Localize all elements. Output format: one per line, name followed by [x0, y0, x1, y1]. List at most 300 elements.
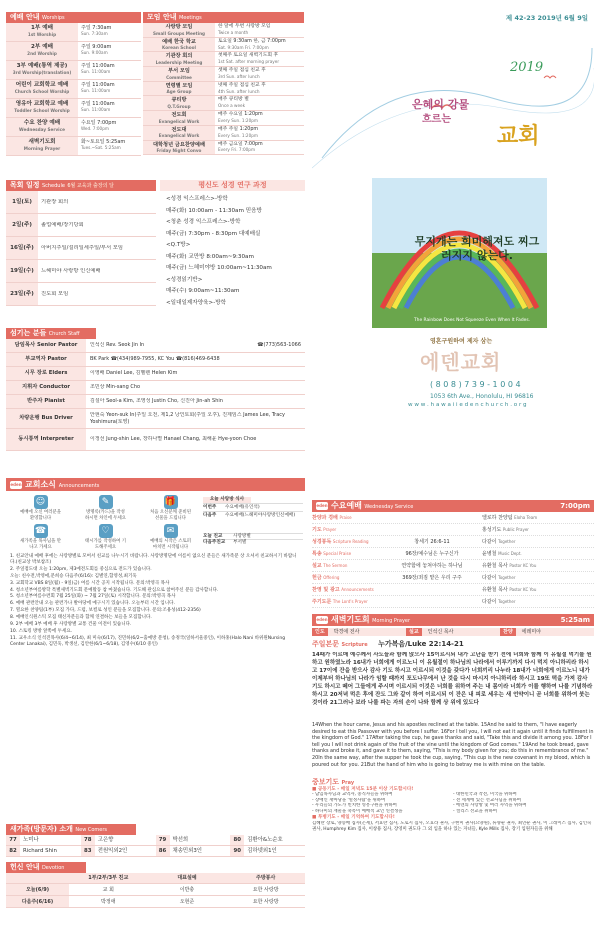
- devotion-cell: 요한 사랑방: [252, 899, 279, 905]
- announcements-section: [6, 478, 305, 818]
- meeting-name: 사랑방 모임: [165, 24, 193, 30]
- staff-row: [6, 353, 305, 367]
- wednesday-row: [312, 548, 594, 560]
- morning-header: eden 새벽기도회 Morning Prayer 5:25am: [312, 614, 594, 626]
- church-name: 에덴교회: [420, 350, 502, 374]
- newcomer-number: 77: [6, 835, 20, 845]
- masthead: [312, 8, 594, 478]
- announcement-card-label: 처음 오신분께 준비된 선물을 드립니다: [150, 510, 191, 521]
- staff-name: 이영배 Daniel Lee, 김헬렌 Helen Kim: [90, 370, 178, 377]
- schedule-row: [6, 283, 156, 306]
- worship-name-en: Wednesday Service: [19, 126, 65, 132]
- wednesday-leader-en: Eloha Team: [514, 515, 538, 520]
- devotion-header: 헌신 안내 Devotion: [6, 862, 86, 873]
- meeting-name-en: Leadership Meeting: [155, 59, 203, 65]
- staff-name: 이정선 Jung-shin Lee, 장하나별 Hanael Chang, 최해윤 Hye-yoon Choe: [90, 436, 257, 443]
- wednesday-leader: 다같이: [482, 575, 497, 581]
- worship-name: 수요 찬양 예배: [23, 120, 61, 126]
- leader-label: 설교: [406, 628, 422, 636]
- wednesday-row: [312, 560, 594, 572]
- devotion-col-header: 주방봉사: [256, 875, 276, 881]
- wednesday-detail: [382, 512, 482, 523]
- newcomer-name: 박선희: [172, 837, 189, 843]
- wednesday-item-en: Scripture Reading: [332, 539, 369, 544]
- announcement-item: 2. 주일점도대 오늘 1:20pm, 제3예전도회를 중심으로 전도가 있습니다.: [10, 566, 152, 572]
- newcomers-header: 새가족(방문자) 소개 New Comers: [6, 824, 136, 835]
- wednesday-row: [312, 512, 594, 524]
- wednesday-leader: 홍성기도: [482, 527, 502, 533]
- staff-role: 부교역자 Pastor: [6, 353, 86, 366]
- meeting-name-en: Korean School: [162, 45, 196, 51]
- meal-key: 다음주: [203, 512, 217, 518]
- meeting-name: 전도회: [171, 112, 187, 119]
- meeting-name-en: Small Groups Meeting: [152, 30, 206, 36]
- staff-name: 조민상 Min-sang Cho: [90, 384, 141, 391]
- announcement-card: [149, 524, 193, 550]
- church-address: 1053 6th Ave., Honolulu, HI 96816: [430, 393, 534, 400]
- meeting-row: [143, 141, 304, 156]
- pray-common-list: [312, 792, 594, 814]
- pray-item: - 하나미의 재물을 축복이 예배적 교인 연결성을: [312, 808, 403, 814]
- devotion-cell: 요한 사랑방: [252, 887, 279, 893]
- meeting-time-en: Sat. 9:30am Fri. 7:00pm: [218, 44, 269, 50]
- schedule-event: 느헤미야 사랑방 인신예배: [41, 267, 101, 274]
- worship-row: [6, 118, 141, 137]
- meeting-row: [143, 52, 304, 67]
- meal-key: 이번주: [203, 504, 217, 510]
- wednesday-item: 찬영 및 광고: [312, 587, 340, 593]
- morning-section: [312, 614, 594, 839]
- staff-name: 김설아 Seol-a Kim, 조영성 Justin Cho, 신진아 Jin-ah Shin: [90, 398, 223, 405]
- worship-name: 어린이 교회학교 예배: [15, 82, 69, 88]
- newcomer-number: 82: [6, 846, 20, 856]
- masthead-year: 2019: [510, 60, 544, 75]
- meeting-row: [143, 67, 304, 82]
- announcement-icons-2: [8, 524, 203, 550]
- meeting-name: 부서 모임: [168, 68, 190, 75]
- pastor-icon: ☎: [34, 526, 47, 536]
- training-line: <일대일제자양육>-방학: [166, 299, 227, 306]
- devotion-col-header: 1부/2부/3부 친교: [88, 875, 129, 881]
- devotion-section: [6, 862, 305, 908]
- worship-time-en: Sun. 9:00am: [81, 50, 108, 56]
- devotion-date: 오늘(6/9): [6, 884, 69, 895]
- wednesday-leader-en: Music Dept.: [498, 551, 522, 556]
- schedule-event: 졸업예배/장기당회: [41, 221, 84, 228]
- scripture-english: 14When the hour came, Jesus and his apostles reclined at the table. 15And he said to them, "I have eagerly desired to eat this Passover with you before I suffer. 16For I tell you, I will not eat it again until it finds fulfillment in the kingdom of God." 17After taking the cup, he gave thanks and said, "Take this and divide it among you. 18For I tell you I will not drink again of the fruit of the vine until the kingdom of God comes." 19And he took bread, gave thanks and broke it, and gave it to them, saying, "This is my body given for you; do this in remembrance of me." 20In the same way, after the supper he took the cup, saying, "This cup is the new covenant in my blood, which is poured out for you. 21But the hand of him who is going to betray me is with mine on the table.: [312, 722, 594, 768]
- schedule-event: 기관장 회의: [41, 198, 69, 205]
- card-icon: ✎: [99, 495, 113, 509]
- wednesday-leader-en: Pastor KC You: [509, 563, 537, 568]
- schedule-date: 16일(주): [6, 237, 38, 259]
- wednesday-item-en: Special Praise: [323, 551, 352, 556]
- schedule-date: 23일(주): [6, 283, 38, 305]
- announcement-item: 1. 친교안내 예배 후에는 사랑방별로 모여서 친교를 나누시기 바랍니다. 사랑방명단에 이름이 없으신 분들은 새가족분 상 오셔서 친교하시기 바랍니다.(친교상 박보참조): [10, 554, 297, 566]
- worship-name-en: 3rd Worship(translation): [12, 69, 72, 75]
- wednesday-item-en: Announcements: [341, 587, 374, 592]
- staff-role: 차량운행 Bus Driver: [6, 409, 86, 428]
- newcomer: [156, 846, 231, 857]
- devotion-cell: 오현준: [179, 899, 195, 905]
- leader-label: 인도: [312, 628, 328, 636]
- newcomer-name: 노미나: [23, 837, 39, 843]
- meeting-time-en: 3rd Sun. after lunch: [218, 74, 260, 80]
- training-line: 매주(화) 교만방 8:00am~9:30am: [166, 253, 254, 260]
- worship-name: 영유아 교회학교 예배: [15, 101, 69, 107]
- wednesday-leader: 유환철 목사: [482, 563, 508, 569]
- devotion-cell: 교 회: [102, 887, 114, 893]
- staff-role: 지휘자 Conductor: [6, 381, 86, 394]
- devotion-date: 다음주(6/16): [6, 896, 69, 907]
- training-section: [160, 180, 305, 312]
- worship-time-en: Sun. 11:00am: [81, 69, 111, 75]
- worship-name-en: Morning Prayer: [23, 145, 61, 151]
- announcement-item: 8. 예배인식원스틱 모집 태신자분들과 함께 연결하는 보들을 모집합니다.: [10, 614, 152, 620]
- worship-time: 화~토요일 5:25am: [81, 139, 126, 145]
- wednesday-leader-en: Public Prayer: [502, 527, 529, 532]
- wednesday-row: [312, 572, 594, 584]
- wednesday-item: 성경봉독: [312, 539, 332, 545]
- announcement-item: 9. 2부 예배 3부 예배 후 사랑방별 교통 건물 이전이 있습니다.: [10, 621, 132, 627]
- announcement-card-label: 예배의 시작은 스토퍼 마치면 시작됩니다: [150, 539, 191, 550]
- announcement-card-label: 예배에 오신 여러분을 환영합니다: [20, 510, 61, 521]
- schedule-event: 아버지주일/설리일세주일/부서 모임: [41, 244, 124, 251]
- newcomer-number: 79: [156, 835, 170, 845]
- eden-logo-icon: eden: [316, 617, 328, 622]
- announcement-card: [84, 524, 128, 550]
- devotion-table: [6, 873, 305, 908]
- staff-row: [6, 395, 305, 409]
- announcements-header: eden 교회소식 Announcements: [6, 478, 305, 491]
- masthead-motto: 영혼구원하여 제자 삼는: [430, 338, 493, 345]
- pray-item: - 장애인 재마당을 '열정사람'을 위하여: [312, 797, 386, 803]
- masthead-slogan: 무지개는 희미해져도 찌그러지지 않는다.: [414, 235, 540, 263]
- worship-header: 예배 안내 Worships: [6, 12, 141, 23]
- training-line: <성경 익스프레스>-방학: [166, 196, 228, 202]
- worship-time: 주일 7:30am: [81, 25, 112, 31]
- meeting-row: [143, 38, 304, 53]
- meeting-name: 기관장 회의: [165, 53, 193, 60]
- schedule-header: 목회 일정 Schedule 6월 교육과 출장의 달: [6, 180, 156, 191]
- wednesday-leader: 엘로하 찬양팀: [482, 515, 513, 521]
- meeting-time-en: 1st Sat. after morning prayer: [218, 59, 280, 65]
- newcomer: [230, 846, 305, 857]
- devotion-cell: 박정애: [101, 899, 116, 905]
- worship-time: 주일 11:00am: [81, 101, 115, 107]
- pray-item: - 에덴의 사랑방 및 여러 사역을 위하여: [453, 803, 527, 809]
- training-line: <Q.T방>: [166, 242, 191, 248]
- staff-header: 섬기는 분들 Church Staff: [6, 328, 96, 339]
- meeting-time: 한 달에 두번 사랑방 모임: [218, 24, 271, 29]
- worship-time-en: Wed. 7:00pm: [81, 126, 109, 132]
- announcement-card: [149, 495, 193, 521]
- wednesday-section: [312, 500, 594, 608]
- schedule-list: [6, 191, 156, 306]
- worship-name: 2부 예배: [30, 44, 54, 50]
- wednesday-row: [312, 536, 594, 548]
- announcement-card-label: 새가족을 목사님을 만나고 가세요: [20, 539, 61, 550]
- worship-section: [6, 12, 141, 156]
- worship-name-en: Church School Worship: [14, 88, 70, 94]
- staff-row: [6, 429, 305, 451]
- wednesday-item-en: The Lord's Prayer: [332, 599, 368, 604]
- schedule-row: [6, 214, 156, 237]
- meetings-section: [143, 12, 304, 155]
- wednesday-item: 특송: [312, 551, 322, 557]
- staff-role: 담임목사 Senior Pastor: [6, 339, 86, 352]
- meeting-row: [143, 23, 304, 38]
- wednesday-detail: 연약함에 놓쳐야하는 하나님: [401, 563, 463, 569]
- pray-heading: 중보기도 Pray: [312, 778, 355, 786]
- wednesday-item: 기도: [312, 527, 322, 533]
- pray-sick-title: ■ 투병기도 - 매일 기억하여 기도합시다!: [312, 815, 395, 821]
- staff-row: [6, 339, 305, 353]
- training-line: 매주(수) 9:00am~11:30am: [166, 288, 240, 294]
- wednesday-row: [312, 584, 594, 596]
- leader-name: 박경애 전사: [328, 628, 406, 636]
- announcement-icons: [8, 495, 203, 521]
- wednesday-program: [312, 512, 594, 608]
- newcomer-number: 83: [81, 846, 95, 856]
- staff-name: 안현숙 Yeon-suk In(주일 오전, 제1,2 낭인토회(주일 오후), 진제임스 James Lee, Tracy Yoshimura(토영): [90, 412, 285, 425]
- wednesday-item-en: Offering: [323, 575, 340, 580]
- pray-item: - 캘리스 선교을 위하여: [453, 808, 497, 814]
- devotion-col-header: 대표설예: [177, 875, 197, 881]
- wednesday-leader: 유환철 목사: [482, 587, 508, 593]
- worship-row: [6, 137, 141, 156]
- wednesday-leader-en: Together: [498, 539, 516, 544]
- meeting-name-en: Evangelical Work: [158, 133, 200, 139]
- church-website: w w w . h a w a i i e d e n c h u r c h . o r g: [408, 402, 527, 408]
- wednesday-detail: 96장/예수님은 누구신가: [405, 551, 459, 557]
- announcement-item: 5. 청소년부여름수련회 7월 25일(화) ~ 7월 27일(토) 시작합니다. 문의:박영곡 목사: [10, 594, 176, 600]
- worship-row: [6, 23, 141, 42]
- wednesday-item: 찬양과 경배: [312, 515, 338, 521]
- staff-name: BK Park ☎(434)989-7955, KC You ☎(816)469-6438: [90, 356, 220, 363]
- staff-row: [6, 381, 305, 395]
- meeting-name: 예배 한국 학교: [162, 38, 196, 45]
- meetings-header: 모임 안내 Meetings: [143, 12, 304, 23]
- staff-role: 동시통역 Interpreter: [6, 429, 86, 450]
- wednesday-item: 주기도문: [312, 599, 332, 605]
- schedule-date: 1일(토): [6, 191, 38, 213]
- announcement-card-label: 태시가를 작성하여 기도해주세요: [85, 539, 126, 550]
- training-header: 평신도 성경 연구 과정: [160, 180, 305, 191]
- newcomer-name: 전원익외2인: [97, 848, 128, 854]
- meal-box: 오늘 사랑방 식사 이번주 수요예배(유인석) 다음주 수요예배(느헤미야사랑방인신예배) 오늘 친교 사랑방별 다음주친교 부서별: [203, 495, 303, 550]
- worship-name: 1부 예배: [30, 25, 54, 31]
- meeting-time: 매주 큐티방 별: [218, 97, 249, 103]
- gift-icon: 🎁: [164, 497, 177, 507]
- leader-label: 찬양: [500, 628, 516, 636]
- worship-row: [6, 99, 141, 118]
- wednesday-item: 설교: [312, 563, 322, 569]
- wednesday-header: eden 수요예배 Wednesday Service 7:00pm: [312, 500, 594, 512]
- newcomer: [6, 846, 81, 857]
- worship-row: [6, 42, 141, 61]
- schedule-row: [6, 191, 156, 214]
- training-line: 매주(금) 느헤미야방 10:00am~11:30am: [166, 265, 272, 271]
- announcement-item: 7. 열요한 찬양팀(1부) 모집 가다, 드럼, 보컬로 성인 분들을 모집합니다. 문의:조용성(412-2356): [10, 608, 201, 614]
- meeting-row: [143, 82, 304, 97]
- meal-value: 수요예배(느헤미야사랑방인신예배): [225, 512, 296, 518]
- worship-time: 주일 11:00am: [81, 82, 115, 88]
- masthead-title-small2: 흐르는: [422, 114, 451, 125]
- newcomer: [156, 835, 231, 846]
- worship-name: 3부 예배(통역 제공): [16, 63, 68, 69]
- wednesday-leader: 윤병철: [482, 551, 497, 557]
- devotion-row: [6, 884, 305, 896]
- staff-row: [6, 409, 305, 429]
- pray-common-title: ■ 공동기도 - 매일 저녁도 15분 이상 기도합시다!: [312, 786, 414, 792]
- wednesday-row: [312, 524, 594, 536]
- pray-item: - 대한민국과 작전, 미국을 위하여: [453, 792, 517, 798]
- meeting-time: 매주 금요일 7:00pm: [218, 141, 263, 147]
- newcomer-grid: [6, 835, 305, 857]
- announcement-card-label: 방명록(카드)을 작성 하시면 차인에 두세요: [85, 510, 126, 521]
- newcomer: [81, 846, 156, 857]
- worship-name-en: 2nd Worship: [27, 50, 57, 56]
- scripture-heading: 주일본문 Scripture 누가복음/Luke 22:14-21: [312, 640, 464, 649]
- training-list: [160, 191, 305, 312]
- pray-item: - 우리들의 가도가 빈치한 영흥구원을 위하여: [312, 803, 397, 809]
- staff-row: [6, 367, 305, 381]
- schedule-date: 19일(수): [6, 260, 38, 282]
- announcement-item: 3. 교회학교 VBS 8일(월) - 9일(금) 여름 시간 공지 시작됩니다. 문의:박영곡 목사: [10, 580, 170, 586]
- worship-time-en: Sun. 11:00am: [81, 88, 111, 94]
- newcomer-name: 김하넷외1인: [247, 848, 277, 854]
- prayer-icon: ♡: [99, 524, 113, 538]
- devotion-header-row: [6, 873, 305, 884]
- masthead-title-big: 교회: [497, 124, 540, 149]
- staff-list: [6, 339, 305, 451]
- issue-date: 제 42-23 2019년 6월 9일: [505, 14, 588, 22]
- leader-name: 에레미야: [516, 628, 594, 636]
- announcement-item: 4. 청소년부여름방학 특별새벽기도회 문예활동 참 마쳤습니다. 기도해 관심으로 참여주신 분들 감사합니다.: [10, 587, 219, 593]
- meal-value: 수요예배(유인석): [225, 504, 260, 510]
- worship-name-en: 1st Worship: [27, 31, 57, 37]
- meeting-time-en: Once a week: [218, 103, 246, 109]
- training-line: <성경읽기반>: [166, 276, 203, 283]
- devotion-row: [6, 896, 305, 908]
- worship-row: [6, 61, 141, 80]
- worship-time: 주일 11:00am: [81, 63, 115, 69]
- newcomer: [6, 835, 81, 846]
- staff-phone: ☎(773)563-1066: [257, 342, 301, 349]
- wednesday-item-en: Praise: [339, 515, 352, 520]
- announcement-card: [19, 524, 63, 550]
- masthead-title-small: 은혜의 강물: [412, 98, 469, 111]
- newcomer-name: 고은향: [97, 837, 114, 843]
- eden-logo-icon: eden: [10, 481, 22, 487]
- wednesday-detail: 369장/죄짐 맡은 우리 구주: [402, 575, 462, 581]
- newcomer-number: 86: [156, 846, 170, 856]
- training-line: 매주(화) 10:00am - 11:30am 믿음방: [166, 207, 262, 214]
- wednesday-leader: 다같이: [482, 539, 497, 545]
- meeting-name-en: Committee: [166, 74, 192, 80]
- announcement-card: [19, 495, 63, 521]
- schedule-date: 2일(주): [6, 214, 38, 236]
- wednesday-leader-en: Together: [498, 575, 516, 580]
- worship-name: 새벽기도회: [28, 139, 56, 145]
- newcomer-number: 78: [81, 835, 95, 845]
- eden-logo-icon: eden: [316, 503, 328, 508]
- pray-item: - 담임목사님과 교역자, 중직자들을 위하여: [312, 792, 393, 798]
- worship-name-en: Toddler School Worship: [14, 107, 70, 113]
- meeting-name-en: Q.T.Group: [167, 103, 191, 109]
- wednesday-leader-en: Pastor KC You: [509, 587, 537, 592]
- meeting-name-en: Friday Night Convo: [156, 148, 202, 153]
- schedule-row: [6, 237, 156, 260]
- worship-row: [6, 80, 141, 99]
- meeting-time-en: Every Sun. 1:20pm: [218, 132, 259, 138]
- newcomer-number: 90: [230, 846, 244, 856]
- meeting-time: 넷째 주일 점심 친교 후: [218, 82, 266, 88]
- meeting-row: [143, 111, 304, 126]
- meeting-time: 토요일 9:30am 한, 금 7:00pm: [218, 38, 286, 44]
- worship-time-en: Tues.~Sat. 5:25am: [81, 145, 121, 151]
- leader-name: 인석신 목사: [422, 628, 500, 636]
- meeting-time: 셋째 주일 점심 친교 후: [218, 68, 266, 74]
- meeting-time-en: Every Fri. 7:00pm: [218, 147, 256, 153]
- meeting-time-en: Twice a month: [218, 29, 249, 35]
- meeting-name: 대학청년 금요찬양예배: [153, 141, 205, 148]
- scripture-korean: 14때가 이르매 예수께서 사도들과 함께 앉으사 15이르시되 내가 고난을 받기 전에 너희와 함께 이 유월절 먹기를 원하고 원하였노라 16내가 너희에게 이르노니 이 유월절이 하나님의 나라에서 이루기까지 다시 먹지 아니하리라 하시고 17이에 잔을 받으사 감사 기도 하시고 이르시되 이것을 갖다가 너희끼리 나누라 18내가 너희에게 이르노니 내가 이제부터 하나님의 나라가 임할 때까지 포도나무에서 난 것을 다시 마시지 아니하리라 하시고 19또 떡을 가져 감사 기도 하시고 떼어 그들에게 주시며 이르시되 이것은 너희를 위하여 주는 내 몸이라 너희가 이를 행하여 나를 기념하라 하시고 20저녁 먹은 후에 잔도 그와 같이 하여 이르시되 이 잔은 내 피로 세우는 새 언약이니 곧 너희를 위하여 붓는 것이라 21그러나 보라 나를 파는 자의 손이 나와 함께 상 위에 있도다: [312, 652, 593, 706]
- meeting-name: 전도대: [171, 126, 187, 133]
- wednesday-item-en: The Sermon: [323, 563, 348, 568]
- devotion-col-header: [6, 873, 69, 883]
- meeting-row: [143, 126, 304, 141]
- newcomer-name: Richard Shin: [23, 848, 57, 854]
- worship-time: 수요일 7:00pm: [81, 120, 117, 126]
- training-line: <청춘 성경 익스프레스>-방학: [166, 219, 241, 225]
- schedule-section: [6, 180, 156, 306]
- meal-row: [203, 503, 303, 511]
- staff-role: 반주자 Pianist: [6, 395, 86, 408]
- meeting-list: [143, 23, 304, 155]
- training-line: 매주(금) 7:30pm - 8:30pm 대예배실: [166, 230, 261, 237]
- newcomer: [81, 835, 156, 846]
- announcement-item: 오늘: 친수전,박영애,문희승 다음주(6/16): 김별연,함영성,최기욱: [10, 573, 137, 579]
- meeting-name: 큐티방: [171, 97, 187, 104]
- meeting-time-en: 4th Sun. after lunch: [218, 88, 260, 94]
- welcome-icon: ☺: [34, 495, 48, 509]
- wednesday-leader: 다같이: [482, 599, 497, 605]
- wednesday-row: [312, 596, 594, 608]
- meeting-time: 매주 주일 1:20pm: [218, 126, 259, 132]
- meeting-time: 첫째주 토요일 새벽기도회 후: [218, 53, 279, 59]
- meeting-time: 매주 수요일 1:20pm: [218, 112, 263, 118]
- worship-time-en: Sun. 11:00am: [81, 107, 111, 113]
- meeting-name-en: Age Group: [166, 89, 192, 95]
- wednesday-detail: [382, 596, 482, 607]
- meeting-name-en: Evangelical Work: [158, 118, 200, 124]
- worship-list: [6, 23, 141, 156]
- staff-role: 시무 장로 Elders: [6, 367, 86, 380]
- meal-row: [203, 511, 303, 519]
- staff-name: 인석신 Rev. Seok Jin In: [90, 342, 145, 349]
- wednesday-detail: [382, 584, 482, 595]
- newcomer-number: 80: [230, 835, 244, 845]
- notice-icon: ✉: [164, 524, 178, 538]
- devotion-cell: 이반충: [179, 887, 195, 893]
- newcomer-name: 채송민외3인: [172, 848, 202, 854]
- newcomers-section: [6, 824, 305, 857]
- staff-section: [6, 328, 305, 451]
- schedule-row: [6, 260, 156, 283]
- pray-item: - 전 세계에 있는 선교사님을 위하여: [453, 797, 521, 803]
- wednesday-leader-en: Together: [498, 599, 516, 604]
